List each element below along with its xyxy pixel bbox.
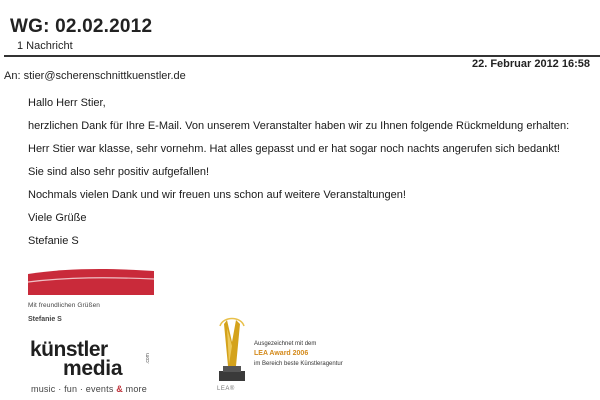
message-count: 1 Nachricht [17, 40, 73, 52]
signature-greeting: Mit freundlichen Grüßen [28, 302, 101, 309]
closing-line: Viele Grüße [28, 212, 87, 224]
lea-trophy-icon [214, 314, 250, 384]
signature-banner [28, 268, 154, 295]
award-caption: Ausgezeichnet mit dem [254, 341, 317, 347]
award-title: LEA Award 2006 [254, 350, 309, 357]
body-paragraph: Sie sind also sehr positiv aufgefallen! [28, 166, 209, 178]
header-divider [4, 55, 600, 57]
company-logo-line1: künstler [30, 338, 108, 361]
tagline-amp: & [116, 384, 123, 394]
body-paragraph: Herr Stier war klasse, sehr vornehm. Hat alles gepasst und er hat sogar noch nachts angerufen sich bedankt! [28, 143, 560, 155]
award-category: im Bereich beste Künstleragentur [254, 361, 343, 367]
tagline-text: music · fun · events [31, 384, 114, 394]
company-logo-domain: .com [145, 353, 151, 364]
recipient-line: An: stier@scherenschnittkuenstler.de [4, 70, 186, 82]
lea-mark: LEA® [217, 386, 235, 392]
company-tagline [31, 384, 147, 394]
greeting-line: Hallo Herr Stier, [28, 97, 106, 109]
email-date: 22. Februar 2012 16:58 [471, 58, 590, 70]
tagline-more: more [125, 384, 147, 394]
sender-name: Stefanie S [28, 235, 79, 247]
body-paragraph: herzlichen Dank für Ihre E-Mail. Von unserem Veranstalter haben wir zu Ihnen folgende Rückmeldung erhalten: [28, 120, 570, 132]
body-paragraph: Nochmals vielen Dank und wir freuen uns schon auf weitere Veranstaltungen! [28, 189, 406, 201]
signature-name: Stefanie S [28, 316, 62, 323]
company-logo-line2: media [63, 357, 123, 380]
email-subject: WG: 02.02.2012 [10, 16, 153, 37]
